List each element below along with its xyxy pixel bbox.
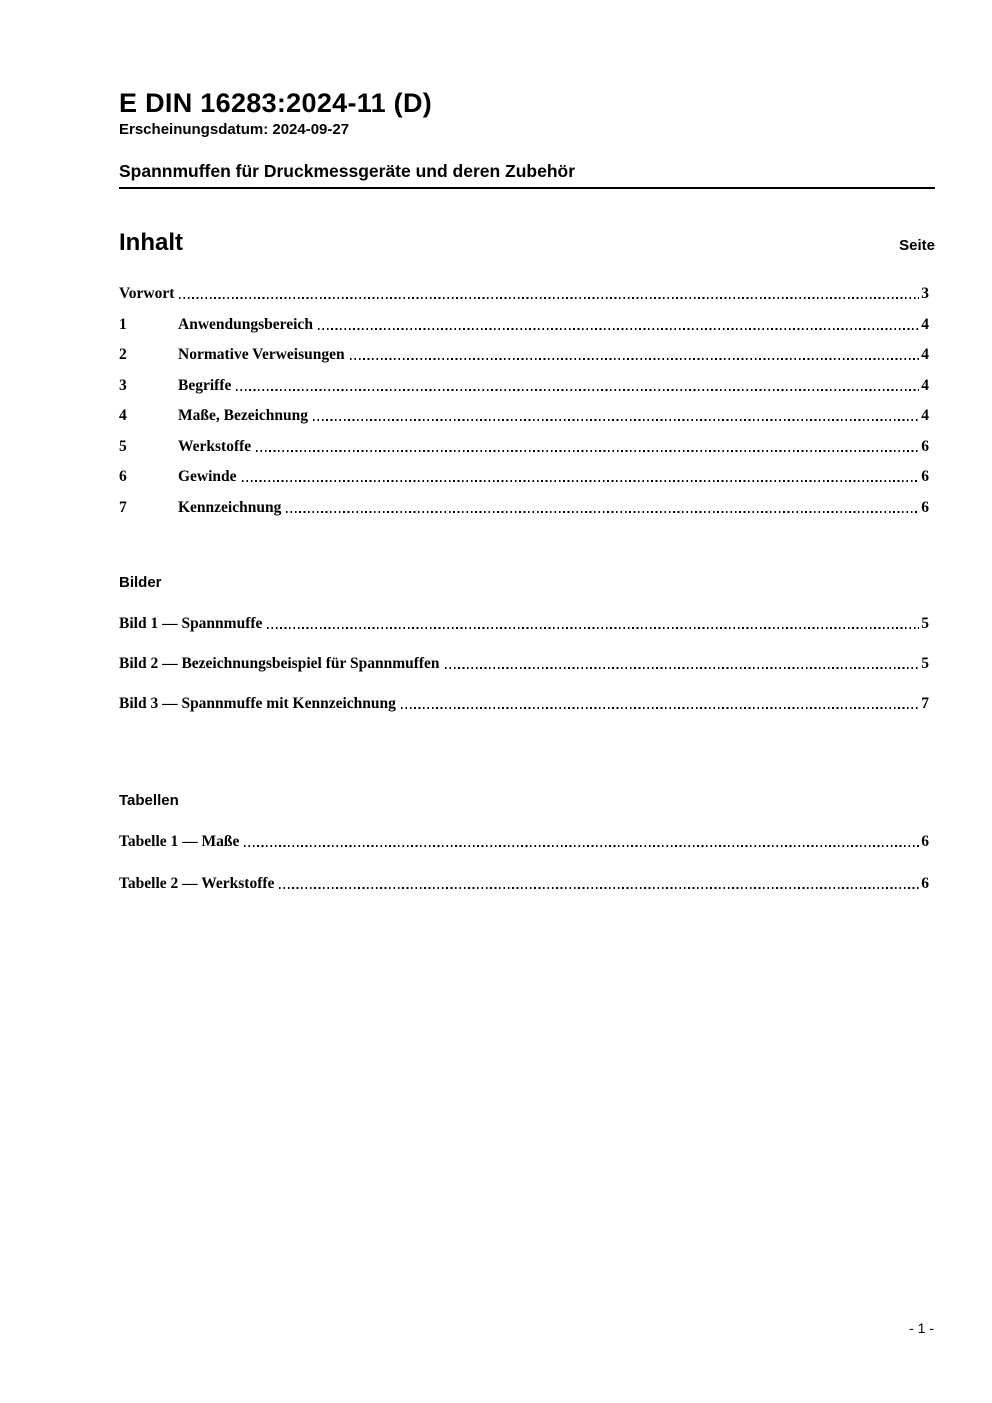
toc-entry[interactable] <box>119 439 935 455</box>
figure-entry-page: 5 <box>921 614 929 632</box>
document-subject-title: Spannmuffen für Druckmessgeräte und deren Zubehör <box>119 161 935 189</box>
toc-entry-page: 4 <box>921 346 929 363</box>
dot-leader <box>401 707 919 709</box>
toc-entry-label: Gewinde <box>178 468 237 485</box>
publication-date: Erscheinungsdatum: 2024-09-27 <box>119 121 350 138</box>
figure-entry-page: 7 <box>921 694 929 712</box>
tables-list <box>119 834 935 892</box>
toc-entry[interactable] <box>119 347 935 363</box>
table-entry[interactable] <box>119 834 935 850</box>
toc-entry-number: 7 <box>119 498 127 516</box>
toc-entry[interactable] <box>119 408 935 424</box>
toc-entry-label: Werkstoffe <box>178 437 252 455</box>
dot-leader <box>286 511 919 513</box>
table-entry[interactable] <box>119 876 935 892</box>
table-entry-label: Tabelle 1 — Maße <box>119 832 240 850</box>
page-column-label: Seite <box>899 237 935 254</box>
dot-leader <box>445 667 920 669</box>
toc-entry-label: Maße, Bezeichnung <box>178 407 309 424</box>
toc-header-row <box>119 230 935 256</box>
toc-entry[interactable] <box>119 317 935 333</box>
toc-entry[interactable] <box>119 286 935 302</box>
figures-list <box>119 616 935 712</box>
toc-entry[interactable] <box>119 378 935 394</box>
toc-entry-page: 4 <box>921 376 929 394</box>
table-entry-page: 6 <box>921 832 929 850</box>
dot-leader <box>267 627 919 629</box>
toc-entry-number: 1 <box>119 315 127 333</box>
table-entry-page: 6 <box>921 874 929 892</box>
toc-entry[interactable] <box>119 469 935 485</box>
figures-section-heading: Bilder <box>119 573 162 591</box>
dot-leader <box>318 328 919 330</box>
figure-entry[interactable] <box>119 656 935 672</box>
toc-entry-page: 6 <box>921 468 929 485</box>
toc-entry-number: 6 <box>119 468 127 485</box>
dot-leader <box>279 887 919 889</box>
toc-entry-number: 4 <box>119 407 127 424</box>
page-number-footer: - 1 - <box>909 1320 934 1336</box>
dot-leader <box>256 450 919 452</box>
figure-entry[interactable] <box>119 616 935 632</box>
dot-leader <box>242 480 920 482</box>
toc-entry-page: 6 <box>921 498 929 516</box>
figure-entry-label: Bild 2 — Bezeichnungsbeispiel für Spannmuffen <box>119 654 440 672</box>
toc-entry-page: 4 <box>921 315 929 333</box>
toc-heading: Inhalt <box>119 229 183 256</box>
toc-entry-page: 3 <box>921 285 929 302</box>
dot-leader <box>350 358 920 360</box>
tables-section-heading: Tabellen <box>119 791 179 809</box>
table-entry-label: Tabelle 2 — Werkstoffe <box>119 874 275 892</box>
figure-entry-page: 5 <box>921 654 929 672</box>
toc-entry-label: Anwendungsbereich <box>178 315 313 333</box>
toc-entry[interactable] <box>119 500 935 516</box>
document-id-title: E DIN 16283:2024-11 (D) <box>119 88 433 118</box>
table-of-contents <box>119 286 935 516</box>
toc-entry-label: Vorwort <box>119 285 175 302</box>
toc-entry-label: Kennzeichnung <box>178 498 282 516</box>
toc-entry-page: 4 <box>921 407 929 424</box>
figure-entry[interactable] <box>119 696 935 712</box>
toc-entry-number: 2 <box>119 346 127 363</box>
dot-leader <box>179 297 919 299</box>
toc-entry-number: 3 <box>119 376 127 394</box>
dot-leader <box>244 845 919 847</box>
toc-entry-label: Begriffe <box>178 376 232 394</box>
figure-entry-label: Bild 1 — Spannmuffe <box>119 614 263 632</box>
dot-leader <box>313 419 919 421</box>
toc-entry-page: 6 <box>921 437 929 455</box>
figure-entry-label: Bild 3 — Spannmuffe mit Kennzeichnung <box>119 694 396 712</box>
toc-entry-label: Normative Verweisungen <box>178 346 345 363</box>
dot-leader <box>236 389 919 391</box>
toc-entry-number: 5 <box>119 437 127 455</box>
